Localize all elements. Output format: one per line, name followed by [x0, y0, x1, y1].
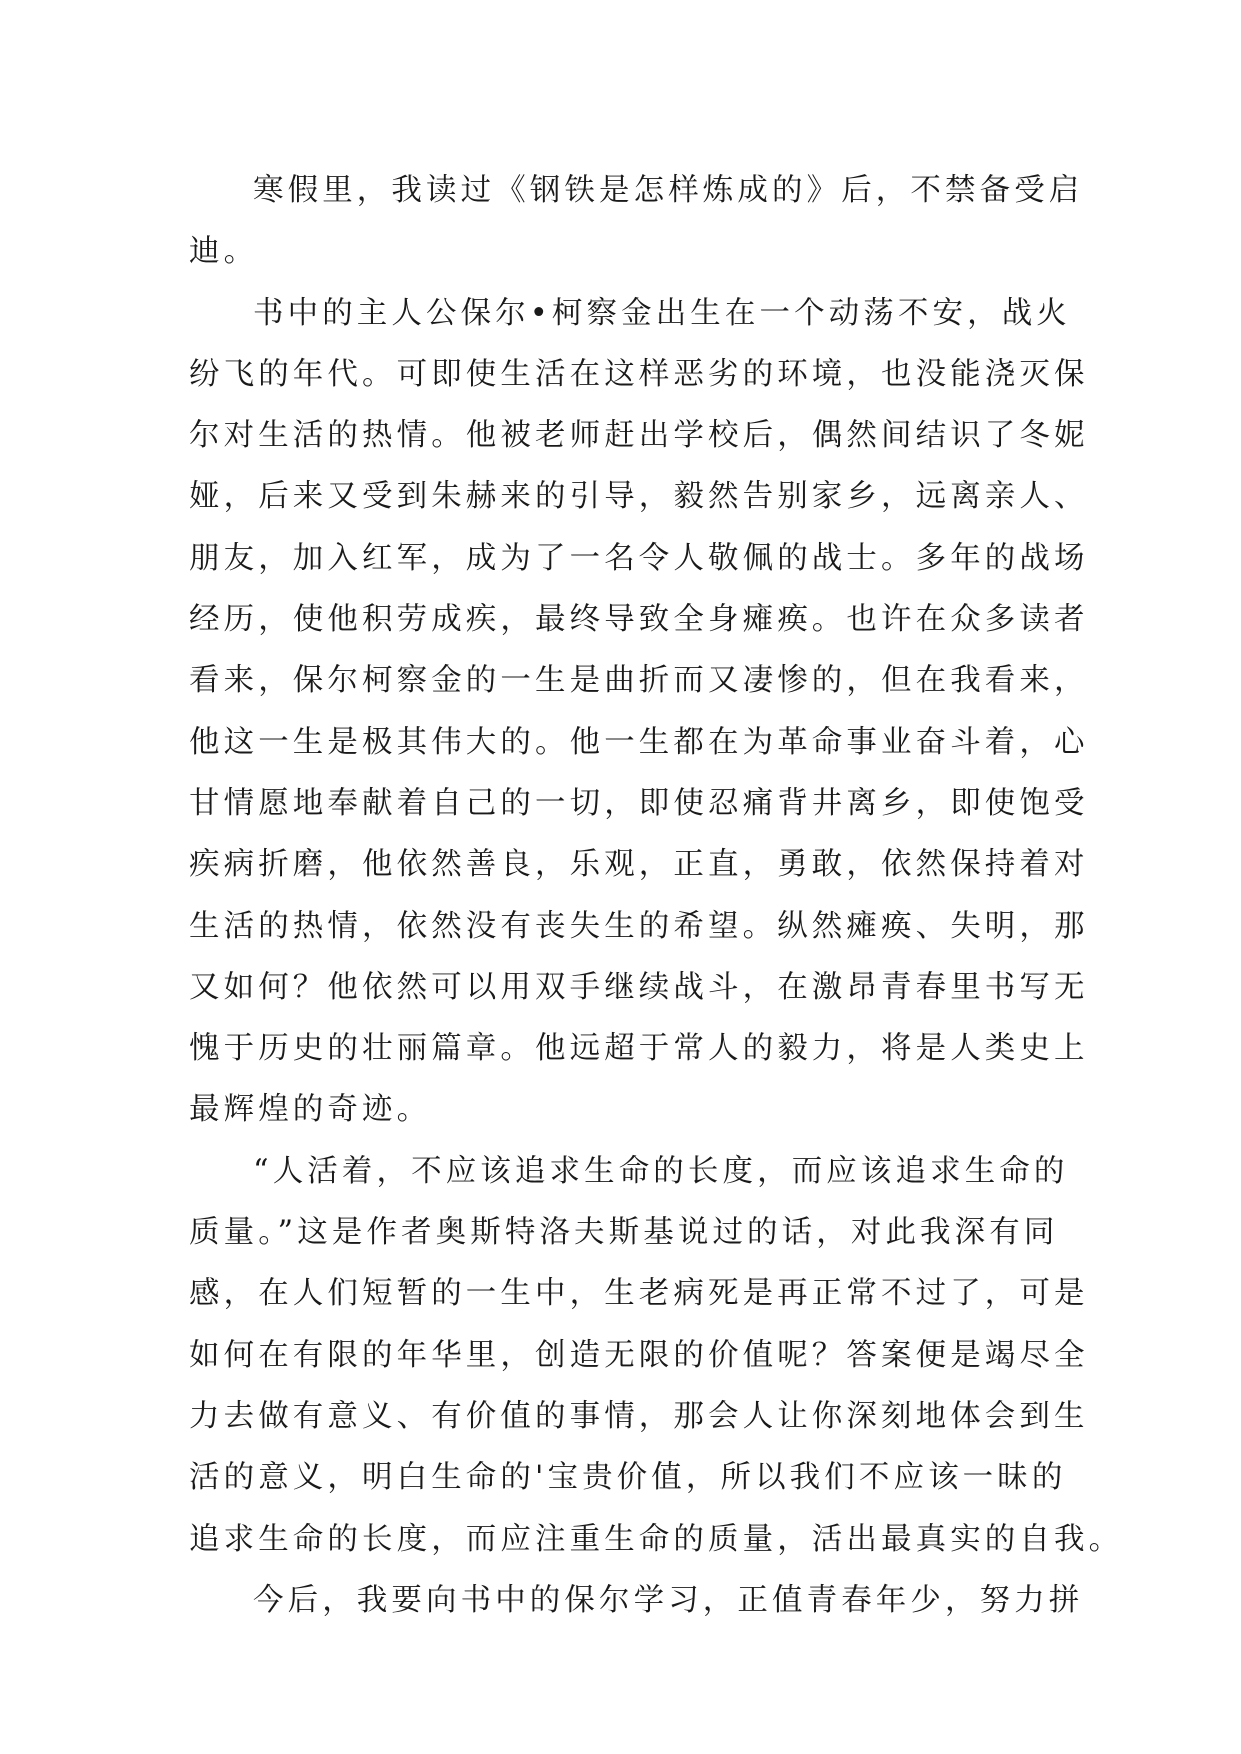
paragraph-3-line-2: 质量。”这是作者奥斯特洛夫斯基说过的话，对此我深有同 [189, 1215, 1059, 1251]
paragraph-1-line-2: 迪。 [189, 234, 259, 270]
paragraph-2-line-8: 他这一生是极其伟大的。他一生都在为革命事业奋斗着，心 [189, 724, 1089, 760]
paragraph-2-line-11: 生活的热情，依然没有丧失生的希望。纵然瘫痪、失明，那 [189, 908, 1089, 944]
paragraph-4-line-1: 今后，我要向书中的保尔学习，正值青春年少，努力拼 [253, 1582, 1084, 1618]
paragraph-3-line-3: 感，在人们短暂的一生中，生老病死是再正常不过了，可是 [189, 1276, 1089, 1312]
paragraph-3-line-7: 追求生命的长度，而应注重生命的质量，活出最真实的自我。 [189, 1521, 1124, 1557]
paragraph-3-line-5: 力去做有意义、有价值的事情，那会人让你深刻地体会到生 [189, 1398, 1089, 1434]
paragraph-2-line-14: 最辉煌的奇迹。 [189, 1092, 432, 1128]
paragraph-2-line-9: 甘情愿地奉献着自己的一切，即使忍痛背井离乡，即使饱受 [189, 785, 1089, 821]
paragraph-2-line-2: 纷飞的年代。可即使生活在这样恶劣的环境，也没能浇灭保 [189, 356, 1089, 392]
paragraph-2-line-10: 疾病折磨，他依然善良，乐观，正直，勇敢，依然保持着对 [189, 847, 1089, 883]
paragraph-2-line-4: 娅，后来又受到朱赫来的引导，毅然告别家乡，远离亲人、 [189, 479, 1089, 515]
paragraph-3-line-1: “人活着，不应该追求生命的长度，而应该追求生命的 [253, 1153, 1069, 1189]
paragraph-2-line-7: 看来，保尔柯察金的一生是曲折而又凄惨的，但在我看来， [189, 663, 1089, 699]
paragraph-2-line-6: 经历，使他积劳成疾，最终导致全身瘫痪。也许在众多读者 [189, 602, 1089, 638]
paragraph-2-line-3: 尔对生活的热情。他被老师赶出学校后，偶然间结识了冬妮 [189, 418, 1089, 454]
paragraph-2-line-13: 愧于历史的壮丽篇章。他远超于常人的毅力，将是人类史上 [189, 1031, 1089, 1067]
essay-body [189, 160, 1124, 1631]
paragraph-1-line-1: 寒假里，我读过《钢铁是怎样炼成的》后，不禁备受启 [253, 173, 1084, 208]
paragraph-2-line-5: 朋友，加入红军，成为了一名令人敬佩的战士。多年的战场 [189, 540, 1089, 576]
paragraph-3-line-6: 活的意义，明白生命的'宝贵价值，所以我们不应该一昧的 [189, 1460, 1067, 1496]
paragraph-3-line-4: 如何在有限的年华里，创造无限的价值呢？答案便是竭尽全 [189, 1337, 1089, 1373]
paragraph-2-line-1: 书中的主人公保尔•柯察金出生在一个动荡不安，战火 [253, 295, 1071, 331]
paragraph-2-line-12: 又如何？他依然可以用双手继续战斗，在激昂青春里书写无 [189, 969, 1089, 1005]
